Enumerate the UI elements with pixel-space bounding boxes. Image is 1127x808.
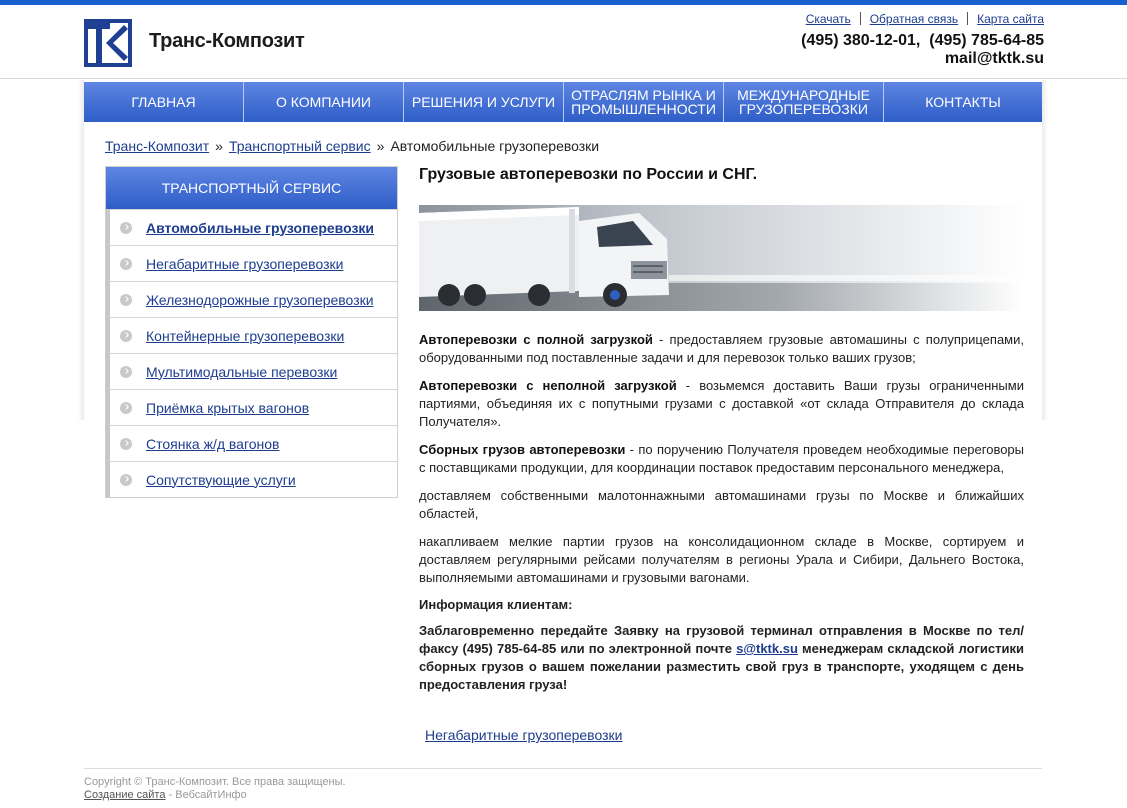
nav-services[interactable]: РЕШЕНИЯ И УСЛУГИ (404, 82, 564, 122)
paragraph-full-load (419, 331, 1024, 367)
nav-industries[interactable]: ОТРАСЛЯМ РЫНКА И ПРОМЫШЛЕННОСТИ (564, 82, 724, 122)
client-info-part1: Заблаговременно передайте Заявку на грузовой терминал отправления в Москве по тел/факсу (495) 785-64-85 или по электронной почте (419, 623, 1024, 656)
breadcrumb-current: Автомобильные грузоперевозки (390, 138, 600, 154)
sidebar-title: ТРАНСПОРТНЫЙ СЕРВИС (106, 167, 397, 209)
site-credit-text: - ВебсайтИнфо (165, 789, 247, 801)
arrow-bullet-icon (120, 258, 132, 270)
arrow-bullet-icon (120, 294, 132, 306)
sidebar-item-label[interactable]: Автомобильные грузоперевозки (146, 219, 375, 236)
breadcrumb (105, 138, 599, 154)
sidebar-item-label[interactable]: Сопутствующие услуги (146, 471, 296, 488)
company-logo[interactable] (84, 19, 132, 67)
truck-banner-image (419, 205, 1024, 311)
sidebar-item-auto[interactable] (106, 209, 397, 245)
nav-contacts[interactable]: КОНТАКТЫ (925, 94, 1001, 110)
arrow-bullet-icon (120, 402, 132, 414)
breadcrumb-separator: » (215, 138, 223, 154)
arrow-bullet-icon (120, 474, 132, 486)
site-credits (84, 789, 247, 801)
arrow-bullet-icon (120, 438, 132, 450)
full-load-heading: Автоперевозки с полной загрузкой (419, 332, 653, 347)
partial-load-text: - возьмемся доставить Ваши грузы ограниченными партиями, объединяя их с попутными грузами с доставкой «от склада Отправителя до склада Получателя». (419, 378, 1024, 429)
link-divider (860, 12, 861, 25)
brand-name[interactable]: Транс-Композит (149, 30, 305, 52)
client-info-heading: Информация клиентам: (419, 597, 573, 612)
sidebar-item-label[interactable]: Железнодорожные грузоперевозки (146, 291, 374, 308)
contact-email[interactable]: mail@tktk.su (944, 50, 1044, 67)
sidebar-item-container[interactable] (106, 317, 397, 353)
copyright-text: Copyright © Транс-Композит. Все права защищены. (84, 776, 346, 788)
paragraph-partial-load (419, 377, 1024, 431)
arrow-bullet-icon (120, 222, 132, 234)
download-link[interactable]: Скачать (805, 12, 851, 26)
next-page-link[interactable]: Негабаритные грузоперевозки (425, 727, 623, 743)
client-info-email-link[interactable]: s@tktk.su (736, 641, 798, 656)
main-nav (84, 82, 1042, 122)
sidebar-item-label[interactable]: Мультимодальные перевозки (146, 363, 338, 380)
arrow-bullet-icon (120, 330, 132, 342)
sidebar-item-label[interactable]: Контейнерные грузоперевозки (146, 327, 345, 344)
site-creation-link[interactable]: Создание сайта (84, 789, 166, 801)
sidebar-item-label[interactable]: Приёмка крытых вагонов (146, 399, 310, 416)
sidebar-item-wagon-acceptance[interactable] (106, 389, 397, 425)
sidebar-item-oversize[interactable] (106, 245, 397, 281)
sidebar-item-wagon-parking[interactable] (106, 425, 397, 461)
feedback-link[interactable]: Обратная связь (869, 12, 959, 26)
nav-about[interactable]: О КОМПАНИИ (244, 82, 404, 122)
sidebar-item-rail[interactable] (106, 281, 397, 317)
top-links (806, 12, 1044, 26)
page-shadow-left (78, 80, 84, 420)
paragraph-local-delivery: доставляем собственными малотоннажными автомашинами грузы по Москве и ближайших областей, (419, 488, 1024, 521)
footer-divider (84, 768, 1042, 769)
contact-block (801, 32, 1044, 68)
sidebar (105, 166, 398, 498)
nav-international[interactable]: МЕЖДУНАРОДНЫЕ ГРУЗОПЕРЕВОЗКИ (724, 82, 884, 122)
main-content (419, 166, 1024, 694)
consolidated-heading: Сборных грузов автоперевозки (419, 442, 626, 457)
header-divider (0, 78, 1127, 79)
breadcrumb-home[interactable]: Транс-Композит (105, 138, 210, 154)
sidebar-item-label[interactable]: Негабаритные грузоперевозки (146, 255, 344, 272)
sidebar-item-related[interactable] (106, 461, 397, 497)
phone-numbers: (495) 380-12-01, (495) 785-64-85 (801, 32, 1044, 49)
paragraph-consolidated (419, 441, 1024, 477)
page-title: Грузовые автоперевозки по России и СНГ. (419, 166, 758, 183)
client-info-text (419, 622, 1024, 694)
sitemap-link[interactable]: Карта сайта (977, 12, 1044, 26)
sidebar-item-label[interactable]: Стоянка ж/д вагонов (146, 435, 280, 452)
breadcrumb-parent[interactable]: Транспортный сервис (228, 138, 371, 154)
top-accent-bar (0, 0, 1127, 5)
nav-home[interactable]: ГЛАВНАЯ (84, 82, 244, 122)
client-info-part2: менеджерам складской логистики сборных грузов о вашем пожелании разместить свой груз в транспорте, уходящем с день предоставления груза! (419, 641, 1025, 692)
consolidated-text: - по поручению Получателя проведем необходимые переговоры с поставщиками продукции, для координации поставок предоставим персонального менеджера, (419, 442, 1025, 475)
sidebar-item-multimodal[interactable] (106, 353, 397, 389)
arrow-bullet-icon (120, 366, 132, 378)
full-load-text: - предоставляем грузовые автомашины с полуприцепами, оборудованными под поставленные задачи и для перевозок только ваших грузов; (419, 332, 1024, 365)
page-shadow-right (1042, 80, 1048, 420)
partial-load-heading: Автоперевозки с неполной загрузкой (419, 378, 677, 393)
paragraph-regional-delivery: накапливаем мелкие партии грузов на консолидационном складе в Москве, сортируем и доставляем регулярными рейсами получателям в регионы Урала и Сибири, Дальнего Востока, выполняемыми автомашинами и грузовыми вагонами. (419, 534, 1024, 585)
breadcrumb-separator: » (376, 138, 385, 154)
link-divider (967, 12, 968, 25)
